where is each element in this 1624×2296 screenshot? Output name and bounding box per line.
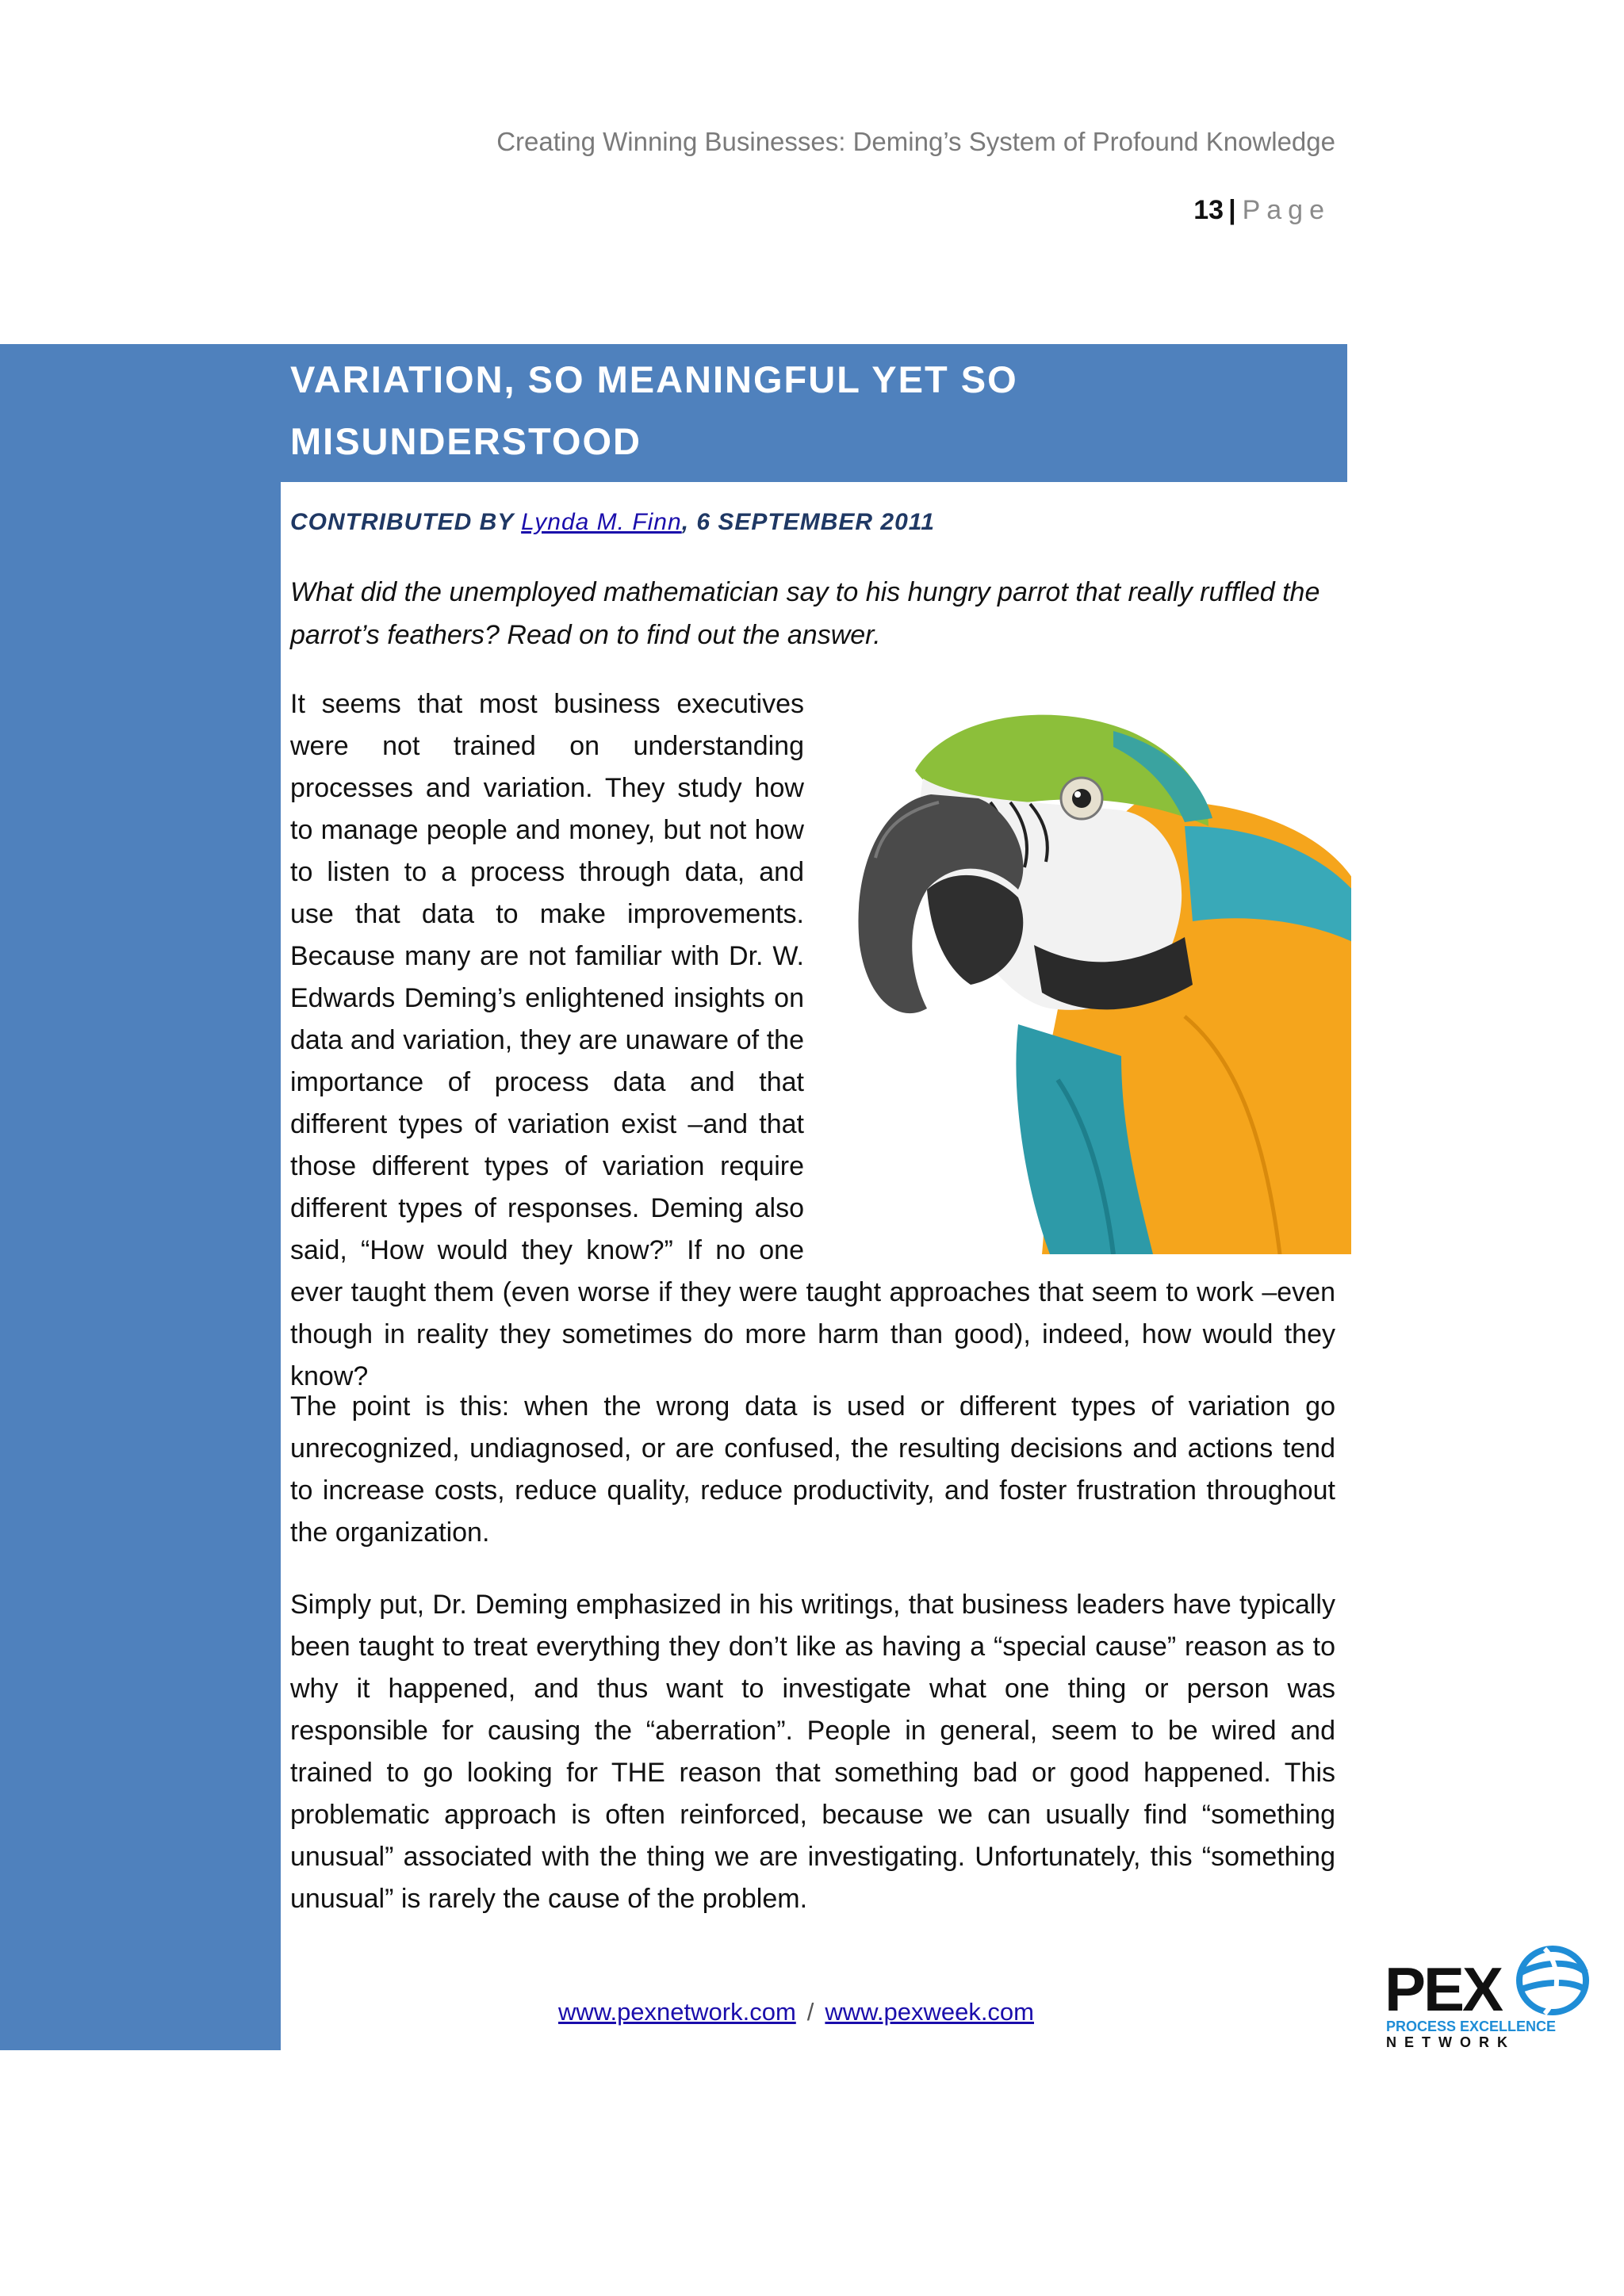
page-word: Page — [1242, 195, 1331, 225]
pex-logo — [1380, 1934, 1594, 2053]
page-number — [1193, 195, 1331, 226]
page-number-separator: | — [1228, 195, 1236, 225]
paragraph-1 — [290, 683, 1335, 1398]
byline-prefix: CONTRIBUTED BY — [290, 509, 522, 535]
byline-date: , 6 SEPTEMBER 2011 — [681, 509, 935, 535]
page-number-value: 13 — [1193, 195, 1224, 225]
parrot-image — [852, 683, 1351, 1254]
paragraph-1-text: It seems that most business executives were not trained on understanding processes and variation. They study how to manage people and money, but not how to listen to a process through data, and use that data to make improvements. Because many are not familiar with Dr. W. Edwards Deming’s enlightened insights on data and variation, they are unaware of the importance of process data and that different types of variation exist –and that those different types of variation require different types of responses. Deming also said, “How would they know?” If no one ever taught them (even worse if they were taught approaches that seem to work –even though in reality they sometimes do more harm than good), indeed, how would they know? — [290, 689, 1335, 1391]
pexnetwork-link[interactable]: www.pexnetwork.com — [558, 1998, 796, 2026]
article-title: VARIATION, SO MEANINGFUL YET SO MISUNDERSTOOD — [290, 358, 1018, 462]
footer-separator: / — [806, 1998, 814, 2026]
globe-icon — [1497, 1941, 1589, 2020]
logo-line-2: NETWORK — [1386, 2034, 1515, 2050]
running-header: Creating Winning Businesses: Deming’s System of Profound Knowledge — [496, 127, 1335, 156]
logo-line-1: PROCESS EXCELLENCE — [1386, 2019, 1557, 2034]
side-color-band — [0, 344, 281, 2050]
intro-teaser: What did the unemployed mathematician say to his hungry parrot that really ruffled the parrot’s feathers? Read on to find out the answer. — [290, 577, 1320, 650]
author-link[interactable]: Lynda M. Finn — [521, 509, 682, 535]
pexweek-link[interactable]: www.pexweek.com — [825, 1998, 1034, 2026]
footer-links — [558, 1998, 1034, 2026]
paragraph-3: Simply put, Dr. Deming emphasized in his writings, that business leaders have typically been taught to treat everything they don’t like as having a “special cause” reason as to why it happened, and thus want to investigate what one thing or person was responsible for causing the “aberration”. People in general, seem to be wired and trained to go looking for THE reason that something bad or good happened. This problematic approach is often reinforced, because we can usually find “something unusual” associated with the thing we are investigating. Unfortunately, this “something unusual” is rarely the cause of the problem. — [290, 1590, 1335, 1914]
logo-wordmark: PEX — [1385, 1954, 1502, 2024]
byline — [290, 509, 935, 536]
paragraph-2: The point is this: when the wrong data is used or different types of variation go unrecognized, undiagnosed, or are confused, the resulting decisions and actions tend to increase costs, reduce quality, reduce productivity, and foster frustration throughout the organization. — [290, 1391, 1335, 1548]
